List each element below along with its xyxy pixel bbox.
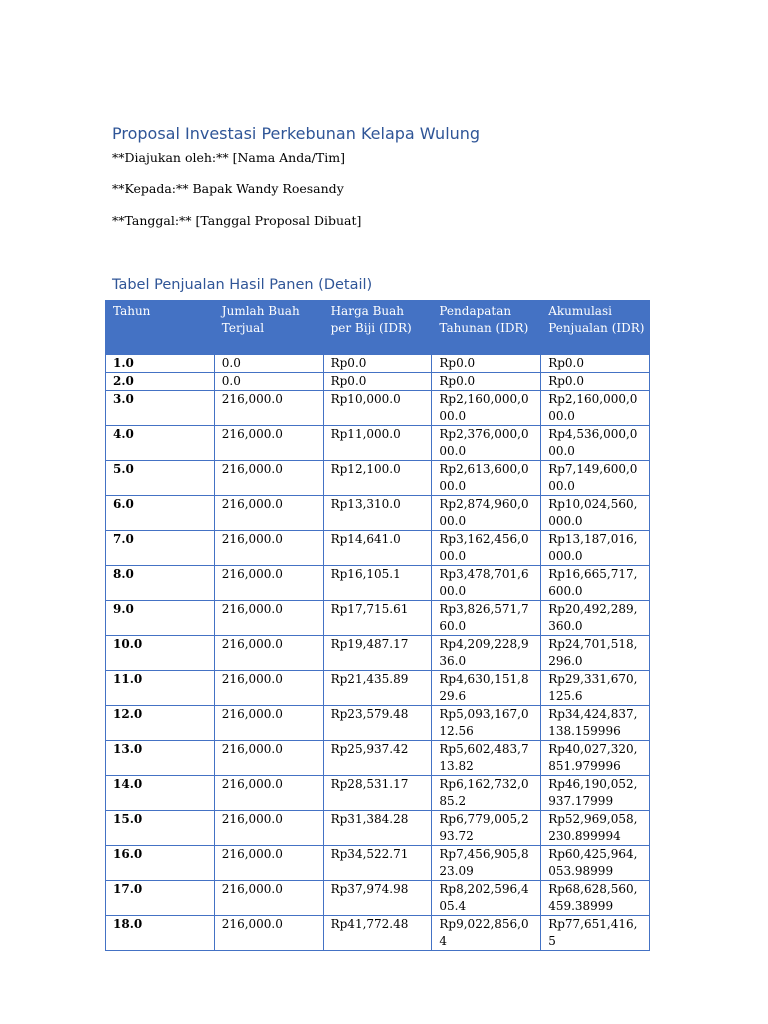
cell-cumulative-sales: Rp7,149,600,000.0 xyxy=(541,461,650,496)
cell-cumulative-sales: Rp60,425,964,053.98999 xyxy=(541,846,650,881)
cell-quantity-sold: 216,000.0 xyxy=(214,566,323,601)
cell-year: 11.0 xyxy=(106,671,215,706)
cell-year: 10.0 xyxy=(106,636,215,671)
cell-quantity-sold: 0.0 xyxy=(214,373,323,391)
cell-year: 13.0 xyxy=(106,741,215,776)
cell-annual-revenue: Rp9,022,856,04 xyxy=(432,916,541,951)
header-year: Tahun xyxy=(106,301,215,355)
cell-price-per-unit: Rp0.0 xyxy=(323,355,432,373)
cell-annual-revenue: Rp6,779,005,293.72 xyxy=(432,811,541,846)
cell-annual-revenue: Rp3,826,571,760.0 xyxy=(432,601,541,636)
cell-quantity-sold: 216,000.0 xyxy=(214,531,323,566)
cell-year: 1.0 xyxy=(106,355,215,373)
cell-quantity-sold: 216,000.0 xyxy=(214,636,323,671)
cell-cumulative-sales: Rp24,701,518,296.0 xyxy=(541,636,650,671)
cell-price-per-unit: Rp10,000.0 xyxy=(323,391,432,426)
cell-price-per-unit: Rp16,105.1 xyxy=(323,566,432,601)
cell-cumulative-sales: Rp29,331,670,125.6 xyxy=(541,671,650,706)
cell-year: 17.0 xyxy=(106,881,215,916)
cell-annual-revenue: Rp6,162,732,085.2 xyxy=(432,776,541,811)
cell-price-per-unit: Rp19,487.17 xyxy=(323,636,432,671)
cell-annual-revenue: Rp5,602,483,713.82 xyxy=(432,741,541,776)
header-cumulative-sales: Akumulasi Penjualan (IDR) xyxy=(541,301,650,355)
cell-price-per-unit: Rp0.0 xyxy=(323,373,432,391)
table-row xyxy=(106,636,650,671)
cell-quantity-sold: 216,000.0 xyxy=(214,391,323,426)
table-row xyxy=(106,391,650,426)
cell-year: 2.0 xyxy=(106,373,215,391)
table-row xyxy=(106,671,650,706)
cell-cumulative-sales: Rp77,651,416,5 xyxy=(541,916,650,951)
cell-cumulative-sales: Rp52,969,058,230.899994 xyxy=(541,811,650,846)
cell-price-per-unit: Rp41,772.48 xyxy=(323,916,432,951)
date-line: **Tanggal:** [Tanggal Proposal Dibuat] xyxy=(112,213,362,228)
cell-annual-revenue: Rp8,202,596,405.4 xyxy=(432,881,541,916)
cell-price-per-unit: Rp14,641.0 xyxy=(323,531,432,566)
cell-cumulative-sales: Rp0.0 xyxy=(541,355,650,373)
cell-year: 14.0 xyxy=(106,776,215,811)
cell-price-per-unit: Rp23,579.48 xyxy=(323,706,432,741)
cell-quantity-sold: 216,000.0 xyxy=(214,706,323,741)
cell-annual-revenue: Rp2,874,960,000.0 xyxy=(432,496,541,531)
cell-quantity-sold: 216,000.0 xyxy=(214,776,323,811)
sales-table xyxy=(105,300,650,951)
cell-price-per-unit: Rp17,715.61 xyxy=(323,601,432,636)
cell-quantity-sold: 216,000.0 xyxy=(214,741,323,776)
cell-cumulative-sales: Rp68,628,560,459.38999 xyxy=(541,881,650,916)
table-row xyxy=(106,741,650,776)
cell-cumulative-sales: Rp2,160,000,000.0 xyxy=(541,391,650,426)
cell-quantity-sold: 0.0 xyxy=(214,355,323,373)
recipient-line: **Kepada:** Bapak Wandy Roesandy xyxy=(112,181,344,196)
table-row xyxy=(106,846,650,881)
cell-year: 3.0 xyxy=(106,391,215,426)
cell-year: 5.0 xyxy=(106,461,215,496)
sales-table-container xyxy=(105,300,649,948)
cell-year: 7.0 xyxy=(106,531,215,566)
cell-annual-revenue: Rp3,162,456,000.0 xyxy=(432,531,541,566)
cell-price-per-unit: Rp21,435.89 xyxy=(323,671,432,706)
cell-year: 15.0 xyxy=(106,811,215,846)
cell-quantity-sold: 216,000.0 xyxy=(214,846,323,881)
cell-cumulative-sales: Rp46,190,052,937.17999 xyxy=(541,776,650,811)
cell-quantity-sold: 216,000.0 xyxy=(214,601,323,636)
table-row xyxy=(106,881,650,916)
cell-cumulative-sales: Rp13,187,016,000.0 xyxy=(541,531,650,566)
header-quantity-sold: Jumlah Buah Terjual xyxy=(214,301,323,355)
table-row xyxy=(106,601,650,636)
cell-annual-revenue: Rp2,613,600,000.0 xyxy=(432,461,541,496)
cell-annual-revenue: Rp0.0 xyxy=(432,355,541,373)
cell-cumulative-sales: Rp16,665,717,600.0 xyxy=(541,566,650,601)
cell-price-per-unit: Rp12,100.0 xyxy=(323,461,432,496)
table-body xyxy=(106,355,650,951)
cell-cumulative-sales: Rp4,536,000,000.0 xyxy=(541,426,650,461)
cell-cumulative-sales: Rp10,024,560,000.0 xyxy=(541,496,650,531)
cell-quantity-sold: 216,000.0 xyxy=(214,461,323,496)
cell-price-per-unit: Rp34,522.71 xyxy=(323,846,432,881)
cell-price-per-unit: Rp31,384.28 xyxy=(323,811,432,846)
cell-price-per-unit: Rp25,937.42 xyxy=(323,741,432,776)
table-row xyxy=(106,776,650,811)
cell-price-per-unit: Rp28,531.17 xyxy=(323,776,432,811)
cell-annual-revenue: Rp4,209,228,936.0 xyxy=(432,636,541,671)
table-row xyxy=(106,706,650,741)
table-row xyxy=(106,426,650,461)
cell-quantity-sold: 216,000.0 xyxy=(214,881,323,916)
cell-cumulative-sales: Rp0.0 xyxy=(541,373,650,391)
cell-annual-revenue: Rp2,160,000,000.0 xyxy=(432,391,541,426)
cell-cumulative-sales: Rp20,492,289,360.0 xyxy=(541,601,650,636)
cell-annual-revenue: Rp4,630,151,829.6 xyxy=(432,671,541,706)
cell-quantity-sold: 216,000.0 xyxy=(214,916,323,951)
cell-quantity-sold: 216,000.0 xyxy=(214,811,323,846)
cell-annual-revenue: Rp0.0 xyxy=(432,373,541,391)
table-row xyxy=(106,531,650,566)
table-row xyxy=(106,373,650,391)
cell-year: 12.0 xyxy=(106,706,215,741)
document-title: Proposal Investasi Perkebunan Kelapa Wulung xyxy=(112,124,481,143)
cell-year: 8.0 xyxy=(106,566,215,601)
cell-year: 4.0 xyxy=(106,426,215,461)
table-row xyxy=(106,496,650,531)
cell-year: 16.0 xyxy=(106,846,215,881)
table-row xyxy=(106,566,650,601)
table-row xyxy=(106,355,650,373)
cell-year: 9.0 xyxy=(106,601,215,636)
table-title: Tabel Penjualan Hasil Panen (Detail) xyxy=(112,277,373,293)
cell-annual-revenue: Rp7,456,905,823.09 xyxy=(432,846,541,881)
cell-quantity-sold: 216,000.0 xyxy=(214,671,323,706)
cell-price-per-unit: Rp37,974.98 xyxy=(323,881,432,916)
header-price-per-unit: Harga Buah per Biji (IDR) xyxy=(323,301,432,355)
cell-quantity-sold: 216,000.0 xyxy=(214,496,323,531)
table-row xyxy=(106,916,650,951)
cell-year: 6.0 xyxy=(106,496,215,531)
cell-annual-revenue: Rp5,093,167,012.56 xyxy=(432,706,541,741)
table-row xyxy=(106,811,650,846)
submitted-by-line: **Diajukan oleh:** [Nama Anda/Tim] xyxy=(112,150,345,165)
cell-cumulative-sales: Rp34,424,837,138.159996 xyxy=(541,706,650,741)
table-header-row xyxy=(106,301,650,355)
cell-price-per-unit: Rp11,000.0 xyxy=(323,426,432,461)
cell-annual-revenue: Rp3,478,701,600.0 xyxy=(432,566,541,601)
cell-annual-revenue: Rp2,376,000,000.0 xyxy=(432,426,541,461)
table-row xyxy=(106,461,650,496)
cell-cumulative-sales: Rp40,027,320,851.979996 xyxy=(541,741,650,776)
header-annual-revenue: Pendapatan Tahunan (IDR) xyxy=(432,301,541,355)
cell-price-per-unit: Rp13,310.0 xyxy=(323,496,432,531)
cell-quantity-sold: 216,000.0 xyxy=(214,426,323,461)
cell-year: 18.0 xyxy=(106,916,215,951)
